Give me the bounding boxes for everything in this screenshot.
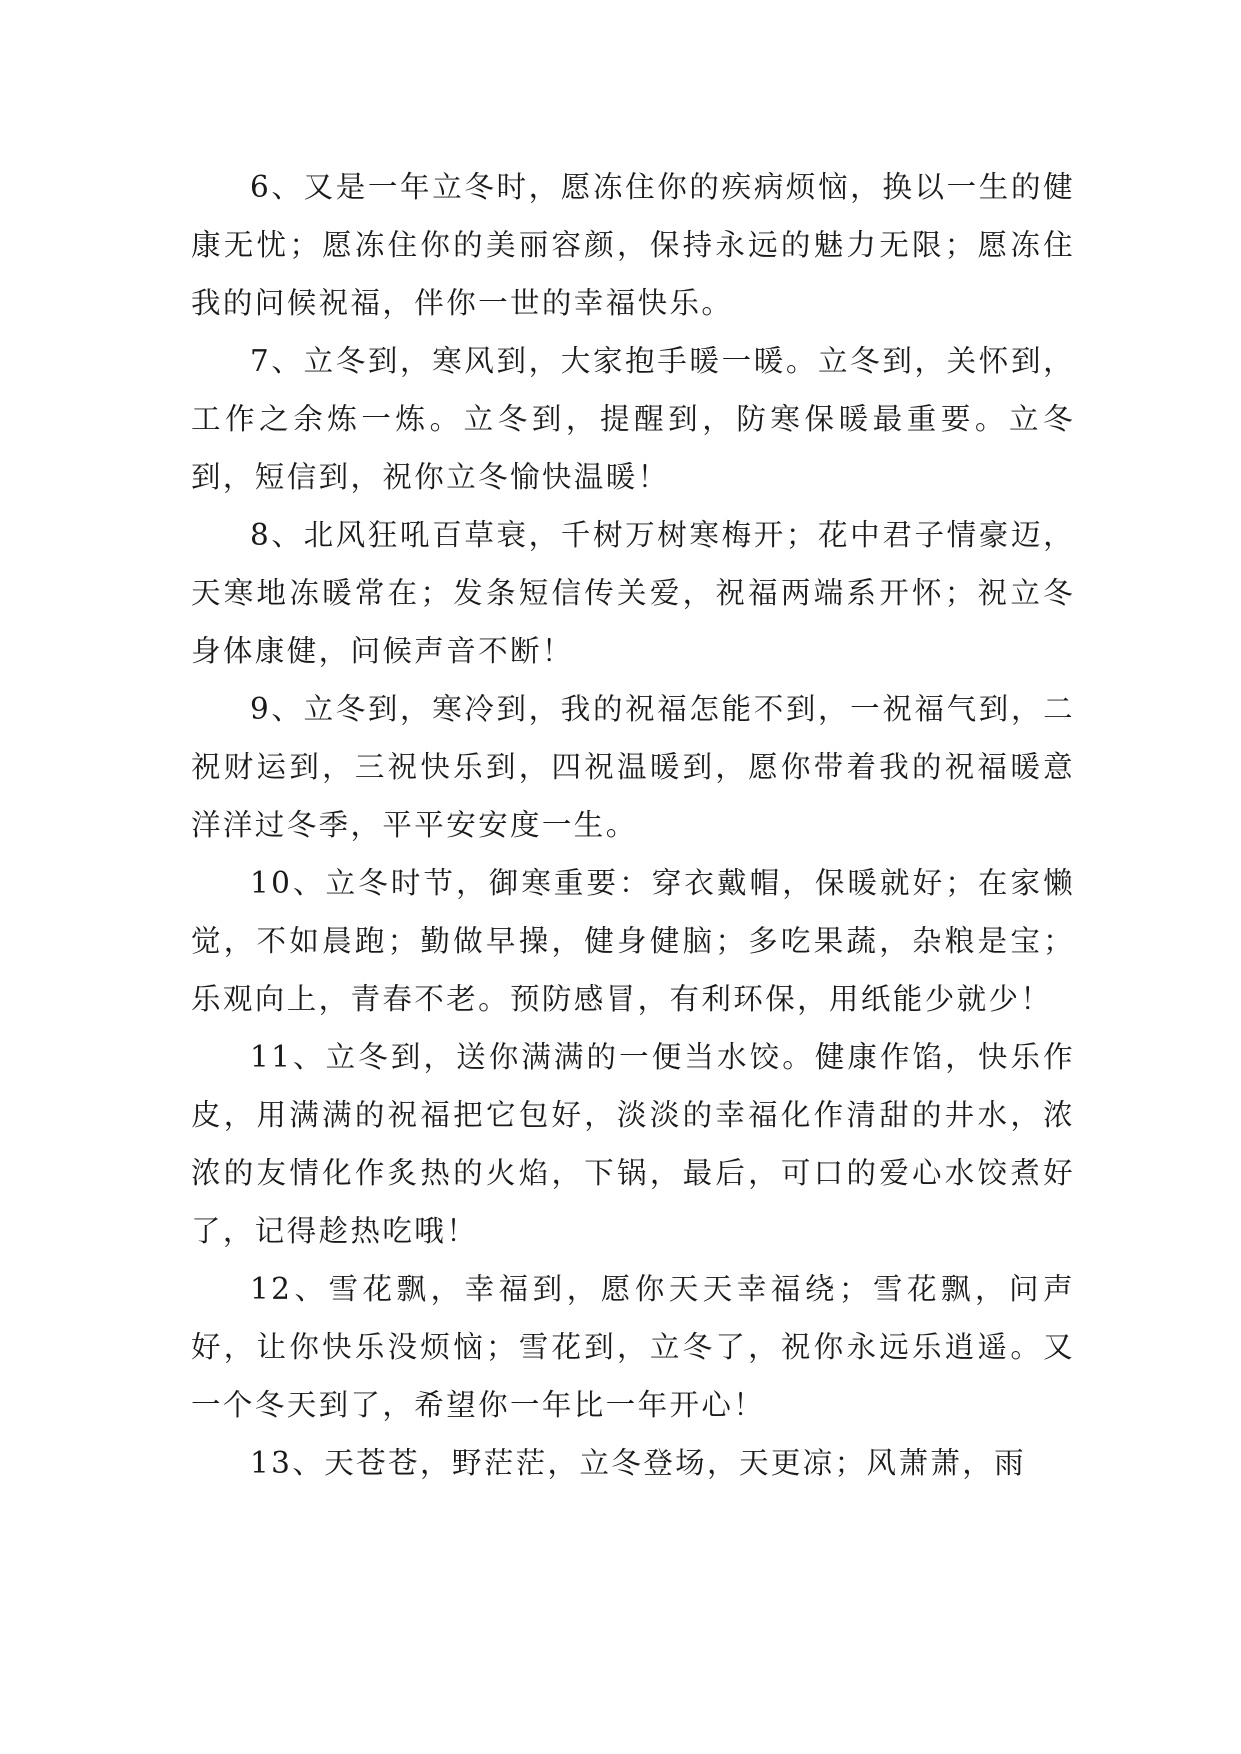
paragraph-11: 11、立冬到，送你满满的一便当水饺。健康作馅，快乐作皮，用满满的祝福把它包好，淡淡的幸福化作清甜的井水，浓浓的友情化作炙热的火焰，下锅，最后，可口的爱心水饺煮好了，记得趁热吃哦！	[191, 1040, 1075, 1248]
paragraph-8: 8、北风狂吼百草衰，千树万树寒梅开；花中君子情豪迈，天寒地冻暖常在；发条短信传关爱，祝福两端系开怀；祝立冬身体康健，问候声音不断！	[191, 518, 1075, 668]
paragraph-10: 10、立冬时节，御寒重要：穿衣戴帽，保暖就好；在家懒觉，不如晨跑；勤做早操，健身健脑；多吃果蔬，杂粮是宝；乐观向上，青春不老。预防感冒，有利环保，用纸能少就少！	[191, 866, 1075, 1016]
paragraph-9: 9、立冬到，寒冷到，我的祝福怎能不到，一祝福气到，二祝财运到，三祝快乐到，四祝温暖到，愿你带着我的祝福暖意洋洋过冬季，平平安安度一生。	[191, 692, 1075, 842]
paragraph-12: 12、雪花飘，幸福到，愿你天天幸福绕；雪花飘，问声好，让你快乐没烦恼；雪花到，立冬了，祝你永远乐逍遥。又一个冬天到了，希望你一年比一年开心！	[191, 1272, 1075, 1422]
paragraph-6: 6、又是一年立冬时，愿冻住你的疾病烦恼，换以一生的健康无忧；愿冻住你的美丽容颜，保持永远的魅力无限；愿冻住我的问候祝福，伴你一世的幸福快乐。	[191, 170, 1075, 320]
paragraph-13: 13、天苍苍，野茫茫，立冬登场，天更凉；风萧萧，雨	[250, 1446, 1027, 1480]
document-body	[191, 158, 1075, 1492]
paragraph-7: 7、立冬到，寒风到，大家抱手暖一暖。立冬到，关怀到，工作之余炼一炼。立冬到，提醒到，防寒保暖最重要。立冬到，短信到，祝你立冬愉快温暖！	[191, 344, 1075, 494]
